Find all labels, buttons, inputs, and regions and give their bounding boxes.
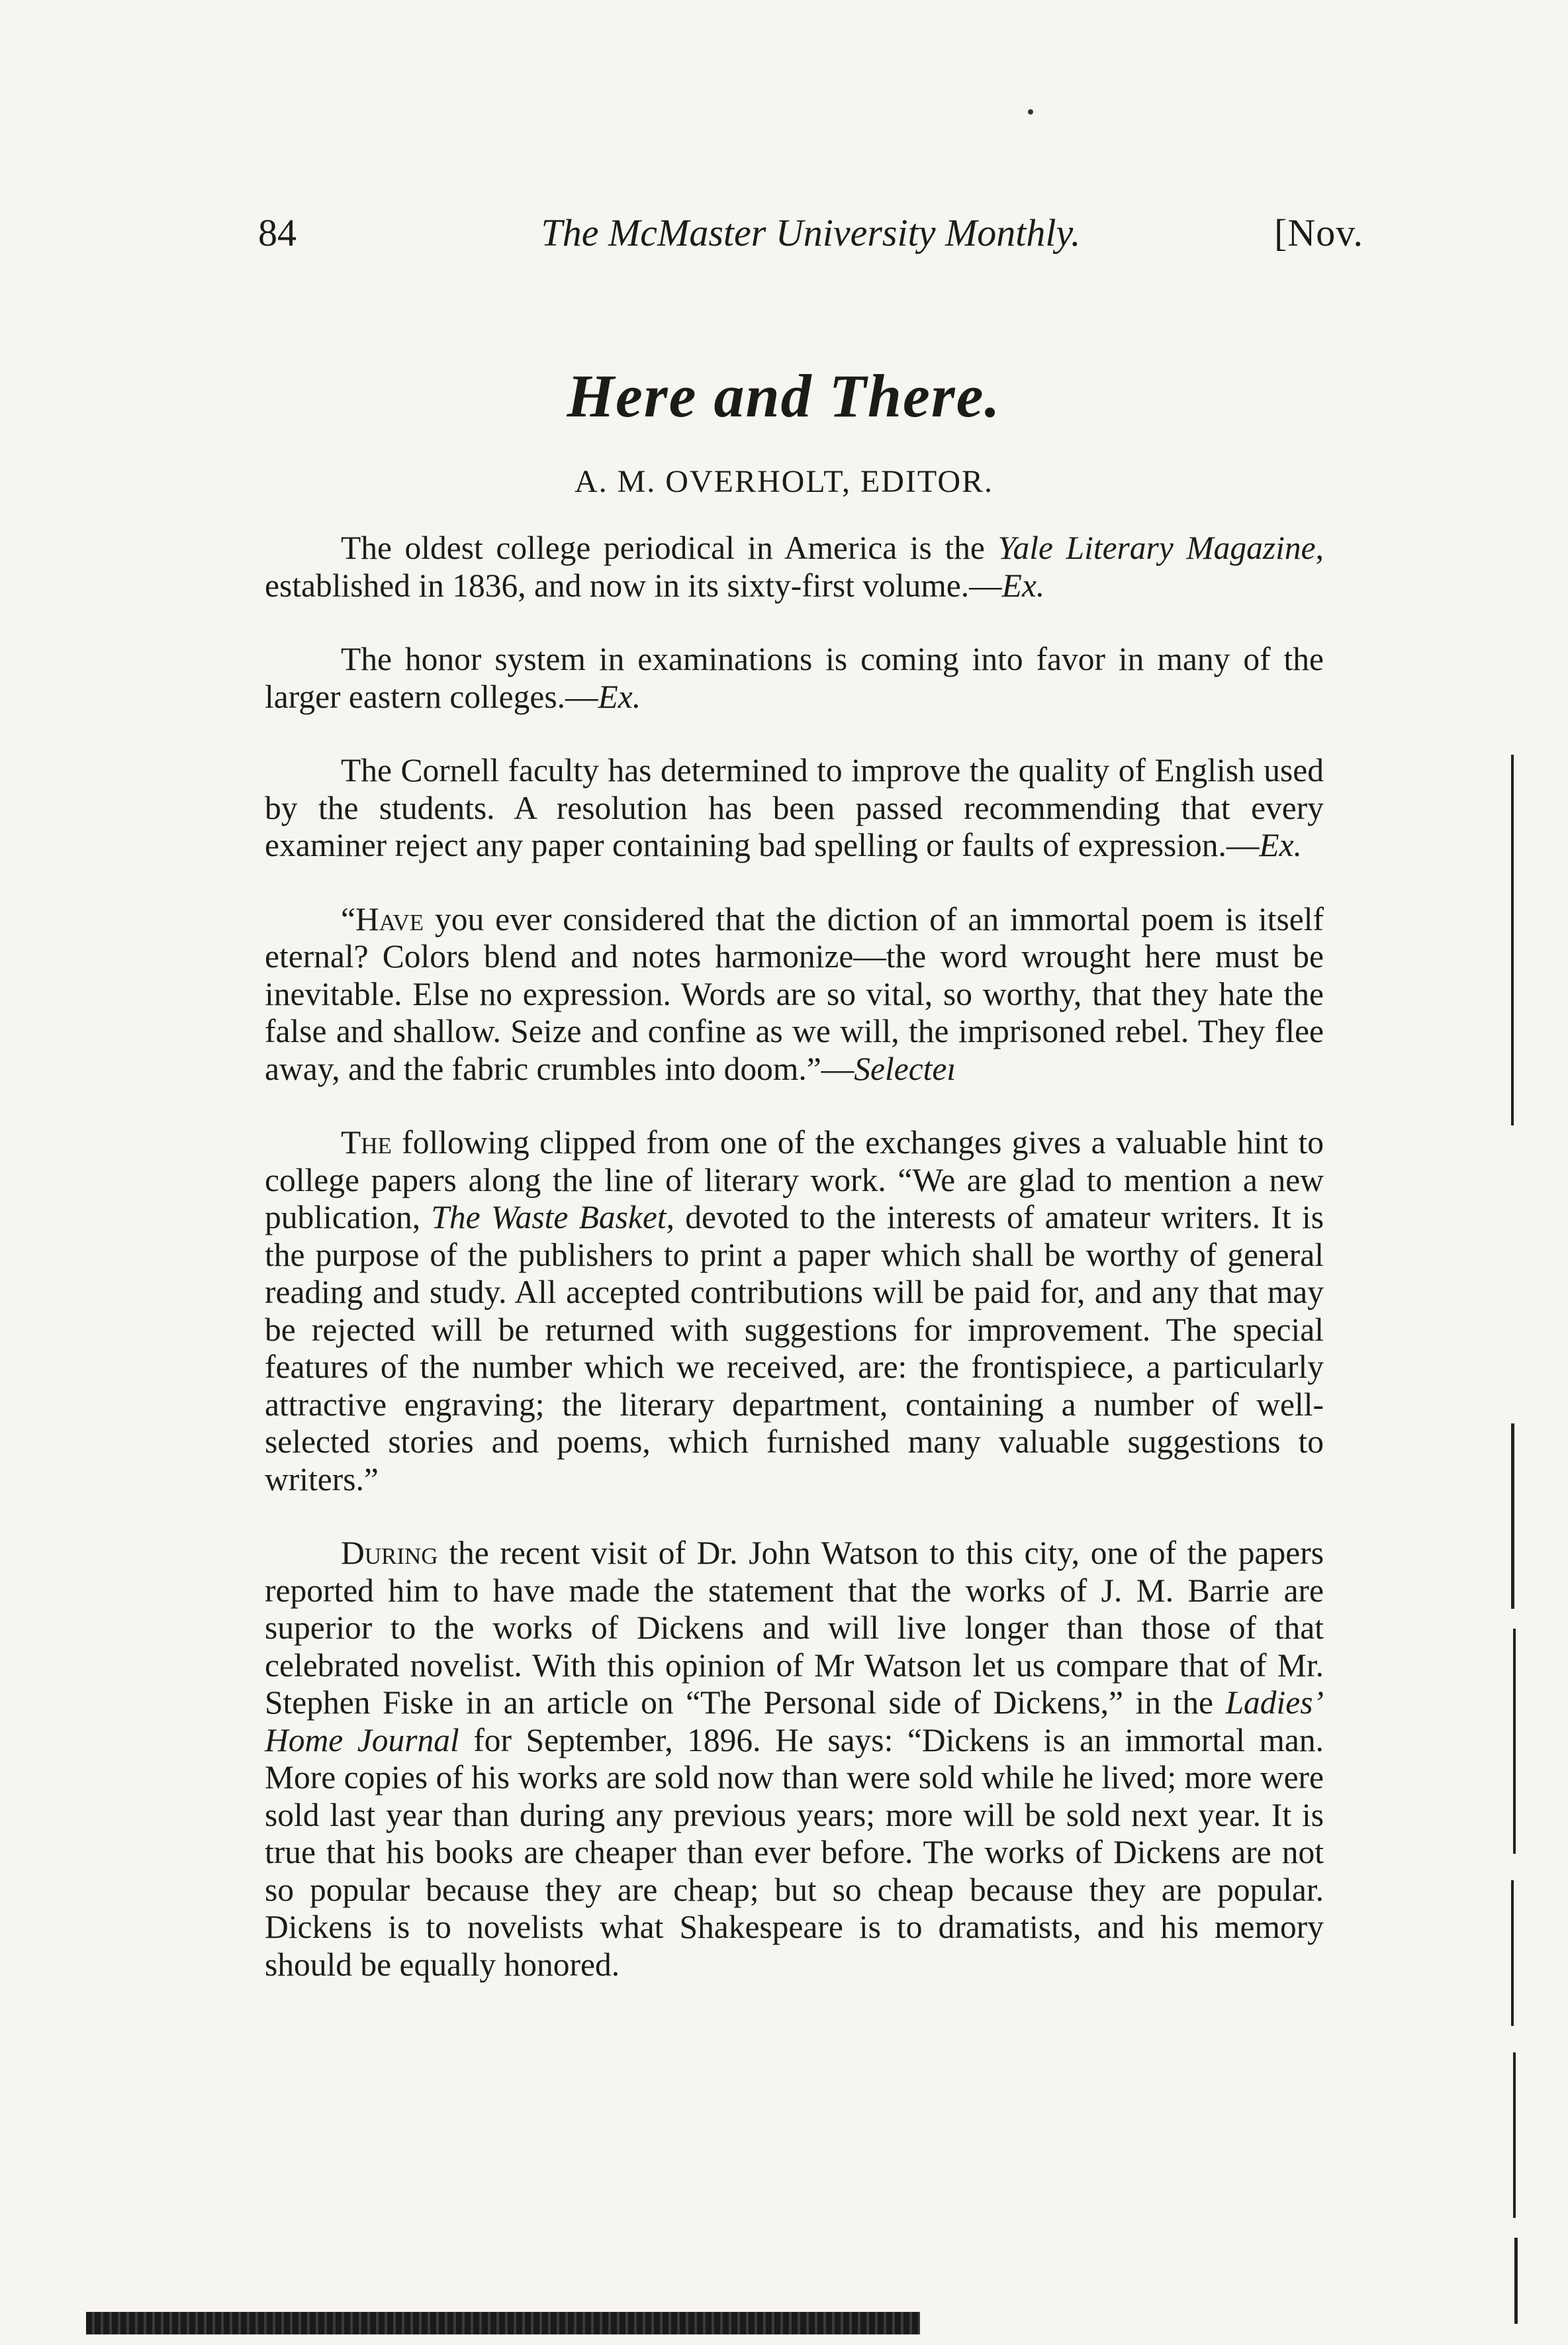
text-run: The (341, 1124, 392, 1161)
issue-month: [Nov. (1274, 211, 1363, 254)
paragraph (265, 641, 1324, 716)
text-run: you ever considered that the diction of an immortal poem is itself eternal? Colors blend and notes harmonize—the word wrought here must be inevitable. Else no expression. Words are so vital, so worthy, that they hate the false and shallow. Seize and confine as we will, the imprisoned rebel. They flee away, and the fabric crumbles into doom.”— (265, 900, 1324, 1087)
running-header (258, 211, 1363, 263)
text-run: The oldest college periodical in America is the (341, 530, 998, 566)
italic-text: The Waste Basket (431, 1199, 667, 1235)
paragraph (265, 1124, 1324, 1498)
article-body (265, 530, 1324, 2020)
page-edge-shadow (86, 2312, 920, 2334)
text-run: , established in 1836, and now in its sixty-first volume.— (265, 530, 1324, 604)
speck-mark (1028, 109, 1033, 115)
text-run: the recent visit of Dr. John Watson to this city, one of the papers reported him to have made the statement that the works of J. M. Barrie are superior to the works of Dickens and will live longer than those of that celebrated novelist. With this opinion of Mr Watson let us compare that of Mr. Stephen Fiske in an article on “The Personal side of Dickens,” in the (265, 1535, 1324, 1721)
text-run: “ (341, 900, 355, 937)
text-run: following clipped from one of the exchanges gives a valuable hint to college papers along the line of literary work. “We are glad to mention a new publication, (265, 1124, 1324, 1235)
italic-text: Ex. (598, 678, 641, 715)
margin-scan-line (1514, 2238, 1518, 2324)
text-run: The honor system in examinations is coming into favor in many of the larger eastern colleges.— (265, 641, 1324, 715)
page-number: 84 (258, 211, 297, 254)
journal-title: The McMaster University Monthly. (541, 211, 1081, 254)
text-run: for September, 1896. He says: “Dickens is an immortal man. More copies of his works are sold now than were sold while he lived; more were sold last year than during any previous years; more will be sold next year. It is true that his books are cheaper than ever before. The works of Dickens are not so popular because they are cheap; but so cheap because they are popular. Dickens is to novelists what Shakespeare is to dramatists, and his memory should be equally honored. (265, 1721, 1324, 1983)
italic-text: Ex. (1001, 567, 1045, 604)
margin-scan-line (1511, 1423, 1514, 1609)
italic-text: Selecteı (854, 1050, 956, 1087)
paragraph (265, 901, 1324, 1088)
paragraph (265, 752, 1324, 865)
editor-line: A. M. OVERHOLT, EDITOR. (574, 464, 994, 499)
margin-scan-line (1511, 755, 1514, 1125)
text-run: , devoted to the interests of amateur writers. It is the purpose of the publishers to print a paper which shall be worthy of general reading and study. All accepted contributions will be paid for, and any that may be rejected will be returned with suggestions for improvement. The special features of the number which we received, are: the frontispiece, a particularly attractive engraving; the literary department, containing a number of well-selected stories and poems, which furnished many valuable suggestions to writers.” (265, 1199, 1324, 1498)
margin-scan-line (1513, 2052, 1516, 2218)
margin-scan-line (1513, 1629, 1516, 1854)
text-run: Have (355, 900, 424, 937)
italic-text: Ex. (1259, 827, 1302, 863)
italic-text: Ladies’ Home Journal (265, 1684, 1324, 1758)
paragraph (265, 1535, 1324, 1984)
paragraph (265, 530, 1324, 604)
text-run: During (341, 1535, 438, 1571)
italic-text: Yale Literary Magazine (997, 530, 1316, 566)
text-run: The Cornell faculty has determined to improve the quality of English used by the students. A resolution has been passed recommending that every examiner reject any paper containing bad spelling or faults of expression.— (265, 752, 1324, 863)
section-title: Here and There. (567, 362, 1001, 430)
margin-scan-line (1511, 1880, 1514, 2026)
